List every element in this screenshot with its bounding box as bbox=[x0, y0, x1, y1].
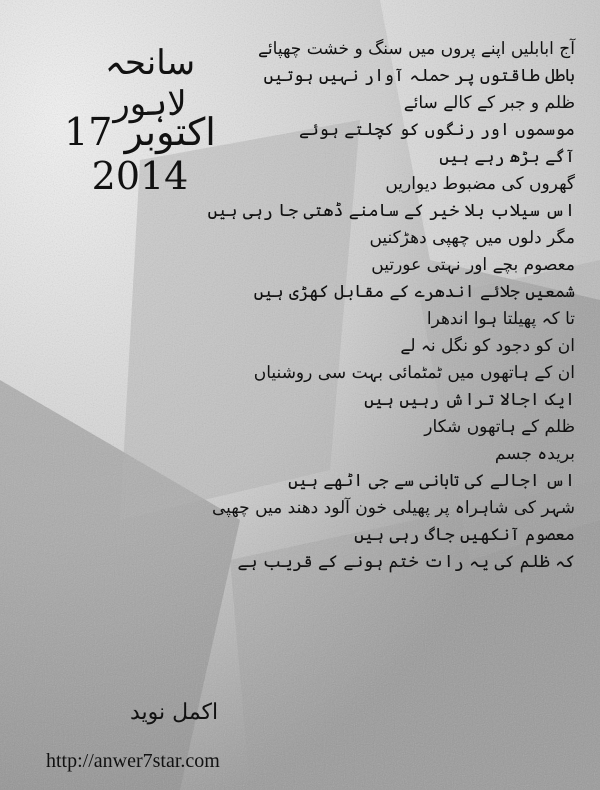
poem-line: تا کہ پھیلتا ہوا اندھرا bbox=[426, 309, 575, 329]
poem-line: ظلم کے ہاتھوں شکار bbox=[424, 417, 575, 437]
poem-title: سانحہ لاہور bbox=[104, 43, 196, 124]
website-url[interactable]: http://anwer7star.com bbox=[46, 750, 220, 772]
poem-line: بریدہ جسم bbox=[494, 444, 575, 464]
poem-line: آج ابابلیں اپنے پروں میں سنگ و خشت چھپائے bbox=[257, 39, 575, 59]
poem-line: اس اجالے کی تابانی سے جی اٹھے ہیں bbox=[288, 471, 575, 491]
poem-line: ایک اجالا تراش رہیں ہیں bbox=[364, 390, 575, 410]
poem-line: کہ ظلم کی یہ رات ختم ہونے کے قریب ہے bbox=[237, 552, 575, 572]
poem-lines bbox=[207, 36, 575, 576]
poem-line: معصوم آنکھیں جاگ رہی ہیں bbox=[354, 525, 575, 545]
poem-line: ظلم و جبر کے کالے سائے bbox=[403, 93, 575, 113]
poem-line: آگے بڑھ رہے ہیں bbox=[439, 147, 575, 167]
author-name: اکمل نوید bbox=[130, 700, 219, 725]
poem-line: ان کے ہاتھوں میں ٹمٹمائی بہت سی روشنیاں bbox=[253, 363, 575, 383]
poem-line: گھروں کی مضبوط دیواریں bbox=[385, 174, 575, 194]
poem-line: شہر کی شاہراہ پر پھیلی خون آلود دھند میں چھپی bbox=[212, 498, 575, 518]
poem-line: اس سیلاب بلا خیر کے سامنے ڈھتی جا رہی ہیں bbox=[207, 201, 575, 221]
poem-line: شمعیں جلائے اندھرے کے مقابل کھڑی ہیں bbox=[253, 282, 575, 302]
poem-date: 17 اکتوبر 2014 bbox=[64, 110, 216, 198]
poem-line: موسموں اور رنگوں کو کچلتے ہوئے bbox=[298, 120, 575, 140]
poem-line: مگر دلوں میں چھپی دھڑکنیں bbox=[369, 228, 575, 248]
poem-line: باطل طاقتوں پر حملہ آوار نہیں ہوتیں bbox=[263, 66, 575, 86]
poem-line: معصوم بچے اور نہتی عورتیں bbox=[371, 255, 575, 275]
poem-line: ان کو دجود کو نگل نہ لے bbox=[400, 336, 575, 356]
